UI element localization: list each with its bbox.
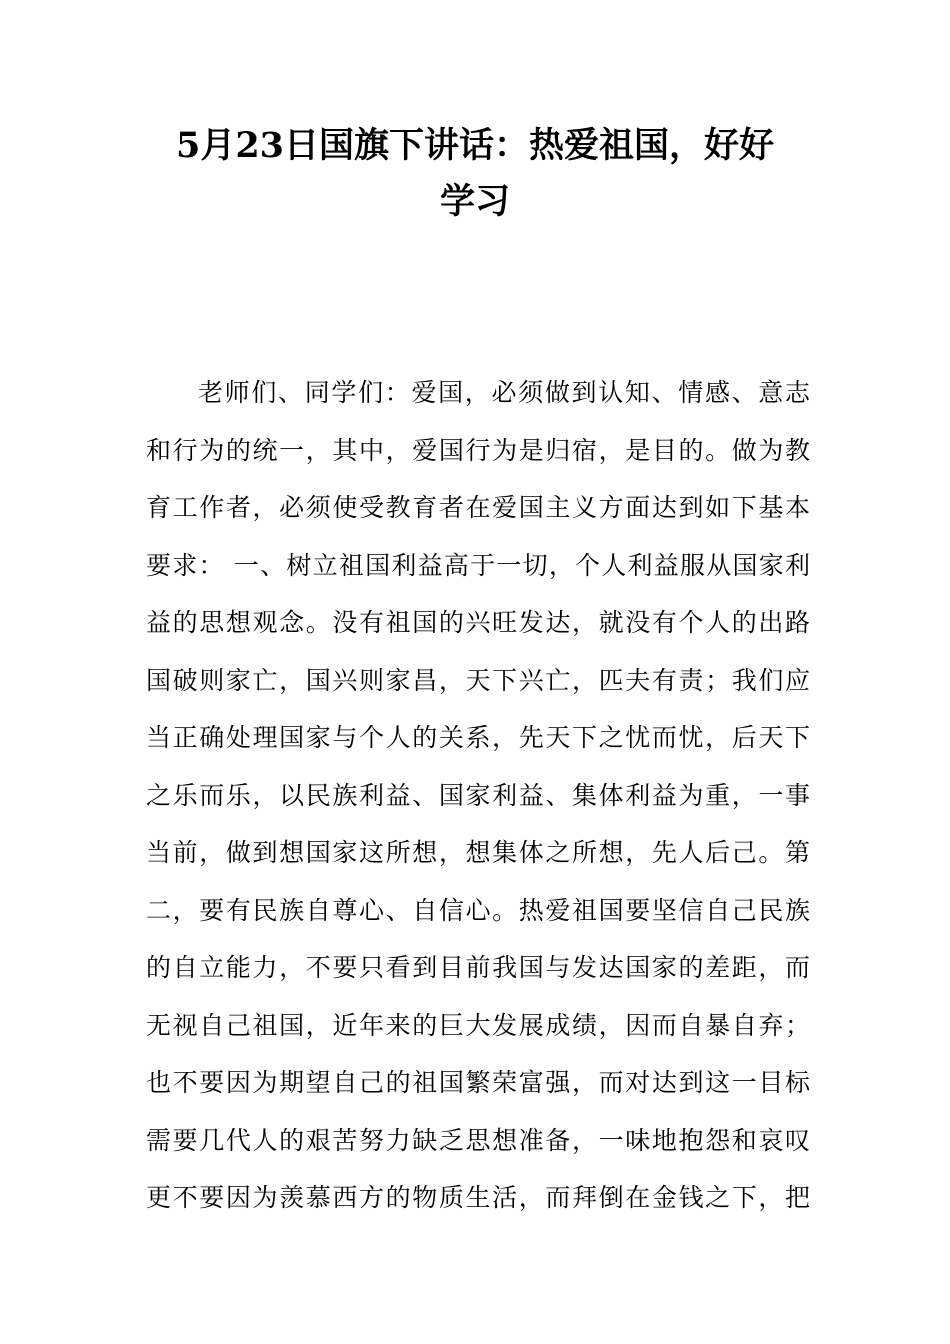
document-title [140,118,810,230]
title-line-2: 学习 [439,181,510,222]
body-line: 当前，做到想国家这所想，想集体之所想，先人后己。第 [146,838,810,867]
body-line: 也不要因为期望自己的祖国繁荣富强，而对达到这一目标 [146,1068,810,1097]
body-line: 育工作者，必须使受教育者在爱国主义方面达到如下基本 [146,493,810,522]
body-line: 和行为的统一，其中，爱国行为是归宿，是目的。做为教 [146,435,810,465]
body-line: 之乐而乐，以民族利益、国家利益、集体利益为重，一事 [146,780,810,810]
speech-body [146,364,810,1227]
body-line: 国破则家亡，国兴则家昌，天下兴亡，匹夫有责；我们应 [146,665,810,695]
body-line: 更不要因为羡慕西方的物质生活，而拜倒在金钱之下，把 [146,1183,810,1212]
body-line: 无视自己祖国，近年来的巨大发展成绩，因而自暴自弃； [146,1010,810,1040]
body-line: 益的思想观念。没有祖国的兴旺发达，就没有个人的出路 [146,608,810,637]
body-line: 老师们、同学们：爱国，必须做到认知、情感、意志 [198,378,810,407]
title-line-1: 5月23日国旗下讲话：热爱祖国，好好 [175,125,775,166]
body-line: 的自立能力，不要只看到目前我国与发达国家的差距，而 [146,953,810,982]
body-line: 需要几代人的艰苦努力缺乏思想准备，一味地抱怨和哀叹 [146,1125,810,1155]
body-line: 二，要有民族自尊心、自信心。热爱祖国要坚信自己民族 [146,895,810,925]
body-line: 要求： 一、树立祖国利益高于一切，个人利益服从国家利 [146,550,810,580]
body-line: 当正确处理国家与个人的关系，先天下之忧而忧，后天下 [146,723,810,752]
